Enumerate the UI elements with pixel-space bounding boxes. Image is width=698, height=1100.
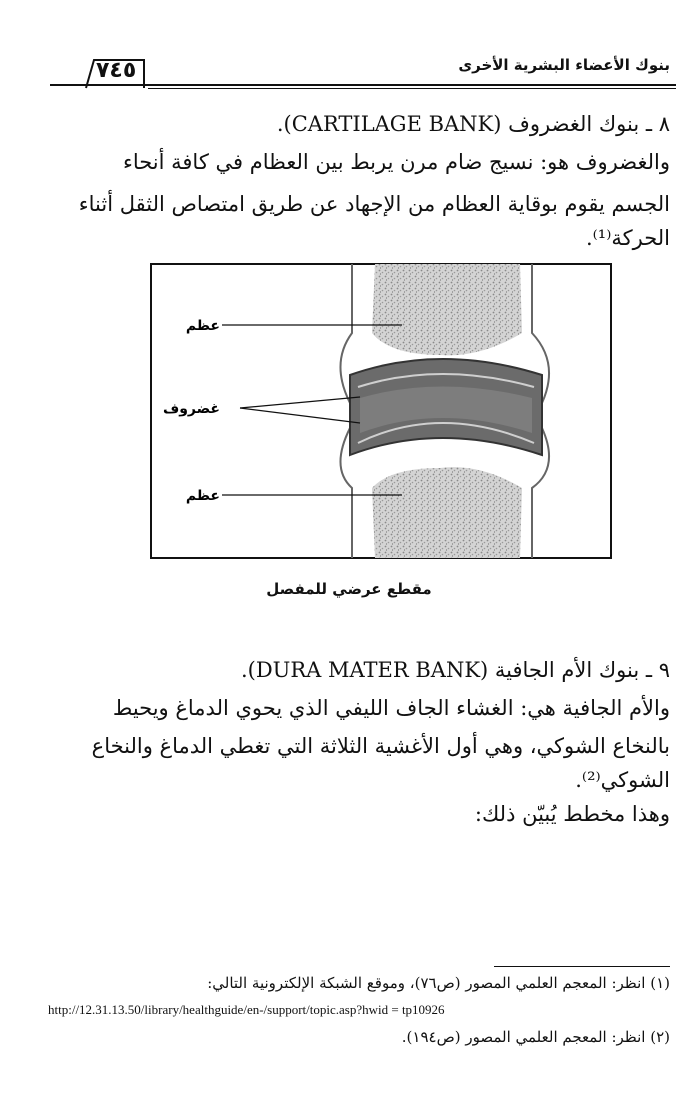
- section-9-line-1: والأم الجافية هي: الغشاء الجاف الليفي الذي يحوي الدماغ ويحيط: [112, 696, 670, 720]
- bone-top: [372, 264, 522, 355]
- label-bone-top: عظم: [185, 318, 220, 334]
- figure-caption: مقطع عرضي للمفصل: [266, 580, 432, 598]
- running-title: بنوك الأعضاء البشرية الأخرى: [458, 56, 670, 74]
- header-rule-thin: [148, 88, 676, 89]
- section-9-title: ٩ ـ بنوك الأم الجافية (DURA MATER BANK).: [240, 658, 670, 682]
- footnote-rule: [494, 966, 670, 967]
- diagram-intro: وهذا مخطط يُبيّن ذلك:: [474, 802, 670, 826]
- footnote-2: (٢) انظر: المعجم العلمي المصور (ص١٩٤).: [401, 1028, 670, 1046]
- section-9-line-2: بالنخاع الشوكي، وهي أول الأغشية الثلاثة التي تغطي الدماغ والنخاع: [91, 734, 670, 758]
- page-number: ٧٤٥: [96, 58, 137, 83]
- section-8-line-3: الحركة⁽¹⁾.: [585, 226, 670, 250]
- footnote-1-url[interactable]: http://12.31.13.50/library/healthguide/en-/support/topic.asp?hwid = tp10926: [48, 1002, 445, 1017]
- label-bone-bottom: عظم: [185, 488, 220, 504]
- label-cartilage: غضروف: [162, 401, 220, 417]
- header-rule: [50, 84, 676, 86]
- section-8-line-1: والغضروف هو: نسيج ضام مرن يربط بين العظام في كافة أنحاء: [122, 150, 670, 174]
- section-9-line-3: الشوكي⁽²⁾.: [575, 768, 670, 792]
- footnote-1: (١) انظر: المعجم العلمي المصور (ص٧٦)، وموقع الشبكة الإلكترونية التالي:: [207, 974, 670, 992]
- bone-bottom: [372, 467, 522, 558]
- section-8-title: ٨ ـ بنوك الغضروف (CARTILAGE BANK).: [276, 112, 670, 136]
- section-8-line-2: الجسم يقوم بوقاية العظام من الإجهاد عن طريق امتصاص الثقل أثناء: [78, 192, 670, 216]
- joint-cross-section-figure: [150, 263, 612, 559]
